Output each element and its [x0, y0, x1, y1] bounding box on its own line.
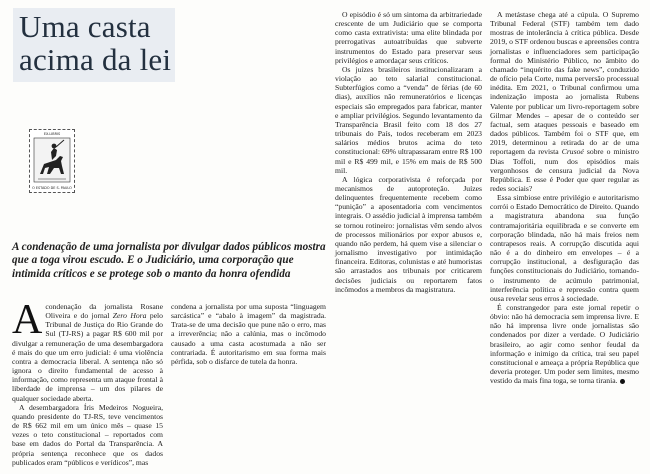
headline: Uma casta acima da lei: [19, 9, 172, 77]
article-deck: A condenação de uma jornalista por divulgar dados públicos mostra que a toga virou escudo. E o Judiciário, uma corporação que intimida críticos e se protege sob o manto da honra ofendida: [12, 241, 326, 280]
dropcap: A: [12, 297, 43, 343]
stamp-top-text: EX-LIBRIS: [43, 132, 61, 136]
paragraph-2-continued: condena a jornalista por uma suposta “linguagem sarcástica” e “abalo à imagem” da magistrada. Trata-se de uma decisão que pune não o erro, mas a irreverência; não a calúnia, mas o incômodo causado a uma casta acostumada a não ser contrariada. É autoritarismo em sua forma mais pérfida, sob o disfarce de tutela da honra.: [171, 302, 326, 366]
article-column-4: [490, 10, 639, 385]
paragraph-7: Essa simbiose entre privilégio e autoritarismo corrói o Estado Democrático de Direito. Quando a magistratura abandona sua função contramajoritária equilibrada e se converte em corporação blindada, não há mais freios nem contrapesos reais. A corrupção discutida aqui não é a do dinheiro em envelopes – é a corrupção institucional, a desfiguração das funções constitucionais do Judiciário, tornando-o instrumento de acúmulo patrimonial, interferência política e repressão contra quem ousa revelar seus erros à sociedade.: [490, 193, 639, 303]
paragraph-3: O episódio é só um sintoma da arbitrariedade crescente de um Judiciário que se comporta como casta extrativista: uma elite blindada por prerrogativas autoatribuídas que subverte instrumentos do Estado para preservar seus privilégios e amordaçar seus críticos.: [335, 10, 482, 65]
newspaper-stamp-logo: [29, 129, 75, 193]
paragraph-8: É constrangedor para este jornal repetir o óbvio: não há democracia sem imprensa livre. E não há imprensa livre onde jornalistas são condenados por dizer a verdade. O Judiciário brasileiro, ao agir como senhor feudal da informação e inimigo da crítica, trai seu papel constitucional e ameaça a própria República que deveria proteger. Um poder sem limites, mesmo vestido da mais fina toga, se torna tirania.: [490, 303, 639, 386]
article-column-1: [12, 297, 163, 467]
paragraph-1: Acondenação da jornalista Rosane Oliveira e do jornal Zero Hora pelo Tribunal de Justiça do Rio Grande do Sul (TJ-RS) a pagar R$ 600 mil por divulgar a remuneração de uma desembargadora é mais do que um erro judicial: é uma violência contra a democracia liberal. A sentença não só ignora o direito fundamental de acesso à informação, como representa um ataque frontal à liberdade de imprensa – um dos pilares de qualquer sociedade aberta.: [12, 297, 163, 403]
horseman-icon: [30, 130, 74, 192]
article-column-2: [171, 302, 326, 366]
paragraph-2: A desembargadora Íris Medeiros Nogueira, quando presidente do TJ-RS, teve vencimentos de R$ 662 mil em um único mês – quase 15 vezes o teto constitucional – reportados com base em dados do Portal da Transparência. A própria sentença reconhece que os dados publicados eram “públicos e verídicos”, mas: [12, 402, 163, 467]
paragraph-4: Os juízes brasileiros institucionalizaram a violação ao teto salarial constitucional. Subterfúgios como a “venda” de férias (de 60 dias), auxílios não remuneratórios e licenças especiais são empregados para fabricar, manter e ampliar privilégios. Segundo levantamento da Transparência Brasil feito com 18 dos 27 tribunais do País, todos receberam em 2023 salários médios brutos acima do teto constitucional: 69% ultrapassaram entre R$ 100 mil e R$ 499 mil, e 15% em mais de R$ 500 mil.: [335, 64, 482, 175]
article-column-3: [335, 10, 482, 294]
stamp-bottom-text: O ESTADO DE S. PAULO: [32, 186, 72, 190]
paragraph-5: A lógica corporativista é reforçada por mecanismos de autoproteção. Juízes delinquentes frequentemente recebem como “punição” a aposentadoria com vencimentos integrais. O assédio judicial à imprensa também se tornou rotineiro: jornalistas vêm sendo alvos de processos milionários por expor abusos e, quando não perdem, há quem vise a silenciar o jornalismo investigativo por intimidação financeira. Editoras, colunistas e até humoristas são arrastados aos tribunais por criticarem decisões judiciais ou reportarem fatos incômodos a membros da magistratura.: [335, 174, 482, 294]
headline-box: [13, 8, 175, 82]
end-mark-icon: [620, 379, 625, 384]
paragraph-6: A metástase chega até a cúpula. O Supremo Tribunal Federal (STF) também tem dado mostras de intolerância à crítica pública. Desde 2019, o STF ordenou buscas e apreensões contra jornalistas e influenciadores sem participação formal do Ministério Público, no âmbito do chamado “inquérito das fake news”, conduzido de ofício pela Corte, numa perversão processual inédita. Em 2021, o Tribunal confirmou uma indenização imposta ao jornalista Rubens Valente por publicar um livro-reportagem sobre Gilmar Mendes – apesar de o conteúdo ser factual, sem ataques pessoais e baseado em dados públicos. Também foi o STF que, em 2019, determinou a retirada do ar de uma reportagem da revista Crusoé sobre o ministro Dias Toffoli, num dos episódios mais vergonhosos de censura judicial da Nova República. E esse é Poder que quer regular as redes sociais?: [490, 10, 639, 193]
